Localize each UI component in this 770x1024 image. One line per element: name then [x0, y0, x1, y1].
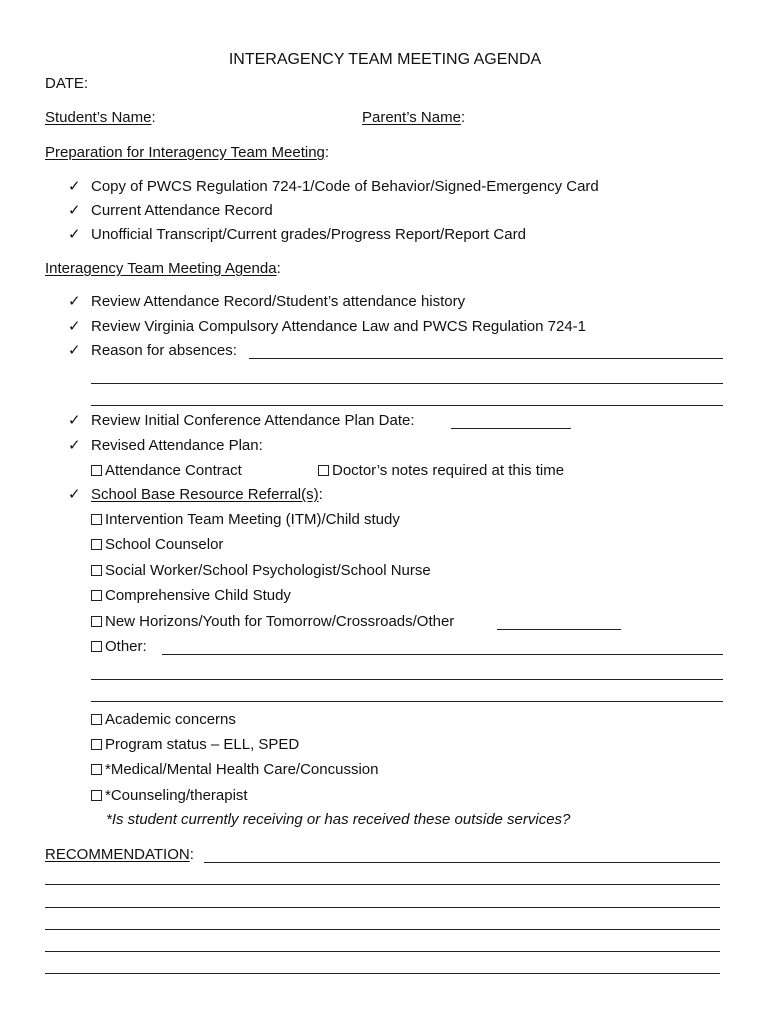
referral-option-other[interactable]: Other: — [91, 638, 147, 656]
checkbox-icon[interactable] — [318, 465, 329, 476]
outside-services-note: *Is student currently receiving or has received these outside services? — [106, 811, 571, 828]
concern-option[interactable]: Academic concerns — [91, 711, 236, 729]
recommendation-line[interactable] — [45, 929, 720, 930]
other-referral-line[interactable] — [497, 629, 621, 630]
checkbox-icon[interactable] — [91, 465, 102, 476]
initial-plan-item: Review Initial Conference Attendance Plan Date: — [91, 412, 415, 429]
recommendation-line[interactable] — [45, 951, 720, 952]
attendance-contract-option[interactable]: Attendance Contract — [91, 462, 242, 480]
checkmark-icon: ✓ — [68, 412, 81, 429]
revised-plan-item: Revised Attendance Plan: — [91, 437, 263, 454]
preparation-item: Current Attendance Record — [91, 202, 273, 219]
checkbox-icon[interactable] — [91, 616, 102, 627]
checkbox-icon[interactable] — [91, 790, 102, 801]
checkmark-icon: ✓ — [68, 202, 81, 219]
checkbox-icon[interactable] — [91, 565, 102, 576]
agenda-item: Review Virginia Compulsory Attendance Law and PWCS Regulation 724-1 — [91, 318, 586, 335]
agenda-item: Reason for absences: — [91, 342, 237, 359]
concern-option[interactable]: Program status – ELL, SPED — [91, 736, 299, 754]
checkbox-icon[interactable] — [91, 739, 102, 750]
parent-name-field: Parent’s Name: — [362, 109, 466, 126]
checkbox-icon[interactable] — [91, 539, 102, 550]
referral-option[interactable]: New Horizons/Youth for Tomorrow/Crossroads/Other — [91, 613, 454, 631]
concern-option[interactable]: *Medical/Mental Health Care/Concussion — [91, 761, 378, 779]
checkbox-icon[interactable] — [91, 764, 102, 775]
absence-reason-line[interactable] — [249, 358, 723, 359]
preparation-item: Copy of PWCS Regulation 724-1/Code of Behavior/Signed-Emergency Card — [91, 178, 599, 195]
checkmark-icon: ✓ — [68, 318, 81, 335]
doctors-notes-option[interactable]: Doctor’s notes required at this time — [318, 462, 564, 480]
checkmark-icon: ✓ — [68, 342, 81, 359]
checkbox-icon[interactable] — [91, 714, 102, 725]
agenda-item: Review Attendance Record/Student’s attendance history — [91, 293, 466, 310]
referral-option[interactable]: Intervention Team Meeting (ITM)/Child study — [91, 511, 400, 529]
preparation-heading: Preparation for Interagency Team Meeting: — [45, 144, 330, 161]
concern-option[interactable]: *Counseling/therapist — [91, 787, 248, 805]
agenda-heading: Interagency Team Meeting Agenda: — [45, 260, 281, 277]
referral-heading: School Base Resource Referral(s): — [91, 486, 323, 503]
parent-name-label: Parent’s Name — [362, 109, 461, 126]
checkmark-icon: ✓ — [68, 226, 81, 243]
other-line[interactable] — [91, 701, 723, 702]
other-line[interactable] — [162, 654, 723, 655]
referral-option[interactable]: Comprehensive Child Study — [91, 587, 291, 605]
checkmark-icon: ✓ — [68, 178, 81, 195]
student-name-field: Student’s Name: — [45, 109, 156, 126]
checkmark-icon: ✓ — [68, 437, 81, 454]
absence-reason-line[interactable] — [91, 383, 723, 384]
date-label: DATE: — [45, 75, 89, 92]
checkmark-icon: ✓ — [68, 486, 81, 503]
recommendation-label: RECOMMENDATION — [45, 846, 190, 863]
plan-date-line[interactable] — [451, 428, 571, 429]
referral-option[interactable]: School Counselor — [91, 536, 223, 554]
recommendation-label-row: RECOMMENDATION: — [45, 846, 194, 863]
checkbox-icon[interactable] — [91, 590, 102, 601]
preparation-item: Unofficial Transcript/Current grades/Progress Report/Report Card — [91, 226, 526, 243]
recommendation-line[interactable] — [45, 973, 720, 974]
absence-reason-line[interactable] — [91, 405, 723, 406]
checkbox-icon[interactable] — [91, 641, 102, 652]
recommendation-line[interactable] — [45, 907, 720, 908]
checkbox-icon[interactable] — [91, 514, 102, 525]
referral-option[interactable]: Social Worker/School Psychologist/School Nurse — [91, 562, 431, 580]
other-line[interactable] — [91, 679, 723, 680]
recommendation-line[interactable] — [204, 862, 720, 863]
student-name-label: Student’s Name — [45, 109, 152, 126]
page-title: INTERAGENCY TEAM MEETING AGENDA — [228, 51, 542, 68]
recommendation-line[interactable] — [45, 884, 720, 885]
checkmark-icon: ✓ — [68, 293, 81, 310]
